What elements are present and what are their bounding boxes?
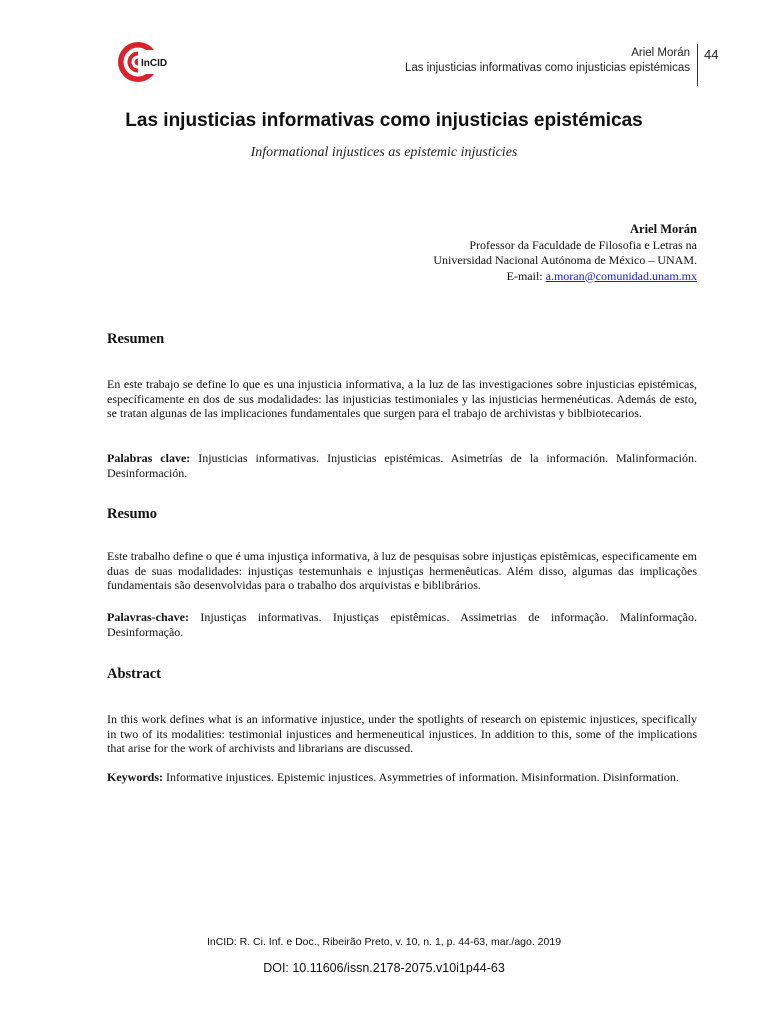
section-heading-resumen: Resumen [107,331,165,347]
section-heading-resumo: Resumo [107,506,157,522]
resumen-body: En este trabajo se define lo que es una injusticia informativa, a la luz de las investigaciones sobre injusticias epistémicas, específicamente en dos de sus modalidades: las injusticias testimoniales y las injusticias hermenéuticas. Además de esto, se tratan algunas de las implicaciones fundamentales que surgen para el trabajo de archivistas y biblbiotecarios. [107,377,697,421]
resumen-keywords [107,451,697,480]
header-divider [697,44,698,86]
running-head-title: Las injusticias informativas como injusticias epistémicas [404,62,690,74]
resumo-keywords-label: Palavras-chave: [107,610,189,624]
running-head-author: Ariel Morán [631,47,690,59]
resumen-keywords-label: Palabras clave: [107,451,191,465]
article-subtitle: Informational injustices as epistemic injusticies [250,145,518,160]
incid-logo [116,36,188,90]
running-head [405,46,690,76]
author-email-link[interactable]: a.moran@comunidad.unam.mx [545,268,697,283]
email-label: E-mail: [506,268,546,283]
resumen-keywords-text: Injusticias informativas. Injusticias epistémicas. Asimetrías de la información. Malinformación. Desinformación. [107,451,697,480]
author-affiliation-line2: Universidad Nacional Autónoma de México – UNAM. [433,253,697,267]
abstract-body: In this work defines what is an informative injustice, under the spotlights of research on epistemic injustices, specifically in two of its modalities: testimonial injustices and hermeneutical injustices. In addition to this, some of the implications that arise for the work of archivists and librarians are discussed. [107,712,697,756]
footer-doi: DOI: 10.11606/issn.2178-2075.v10i1p44-63 [263,961,505,975]
abstract-keywords-label: Keywords: [107,770,163,784]
abstract-keywords-text: Informative injustices. Epistemic injustices. Asymmetries of information. Misinformation. Disinformation. [163,770,679,784]
section-heading-abstract: Abstract [107,666,161,682]
resumo-keywords-text: Injustiças informativas. Injustiças epistêmicas. Assimetrias de informação. Malinformação. Desinformação. [107,610,697,639]
logo-text: InCID [141,58,168,69]
author-affiliation-line1: Professor da Faculdade de Filosofia e Letras na [469,237,697,252]
page-number: 44 [704,47,719,62]
author-name: Ariel Morán [630,222,697,236]
resumo-body: Este trabalho define o que é uma injustiça informativa, à luz de pesquisas sobre injustiças epistêmicas, especificamente em duas de suas modalidades: injustiças testemunhais e injustiças hermenêuticas. Além disso, algumas das implicações fundamentais são desenvolvidas para o trabalho dos arquivistas e biblibrários. [107,549,697,593]
resumo-keywords [107,610,697,639]
author-block [433,222,697,284]
footer-citation: InCID: R. Ci. Inf. e Doc., Ribeirão Preto, v. 10, n. 1, p. 44-63, mar./ago. 2019 [206,936,562,948]
author-email-line [433,269,697,285]
article-title: Las injusticias informativas como injusticias epistémicas [125,110,643,131]
abstract-keywords [107,770,697,785]
